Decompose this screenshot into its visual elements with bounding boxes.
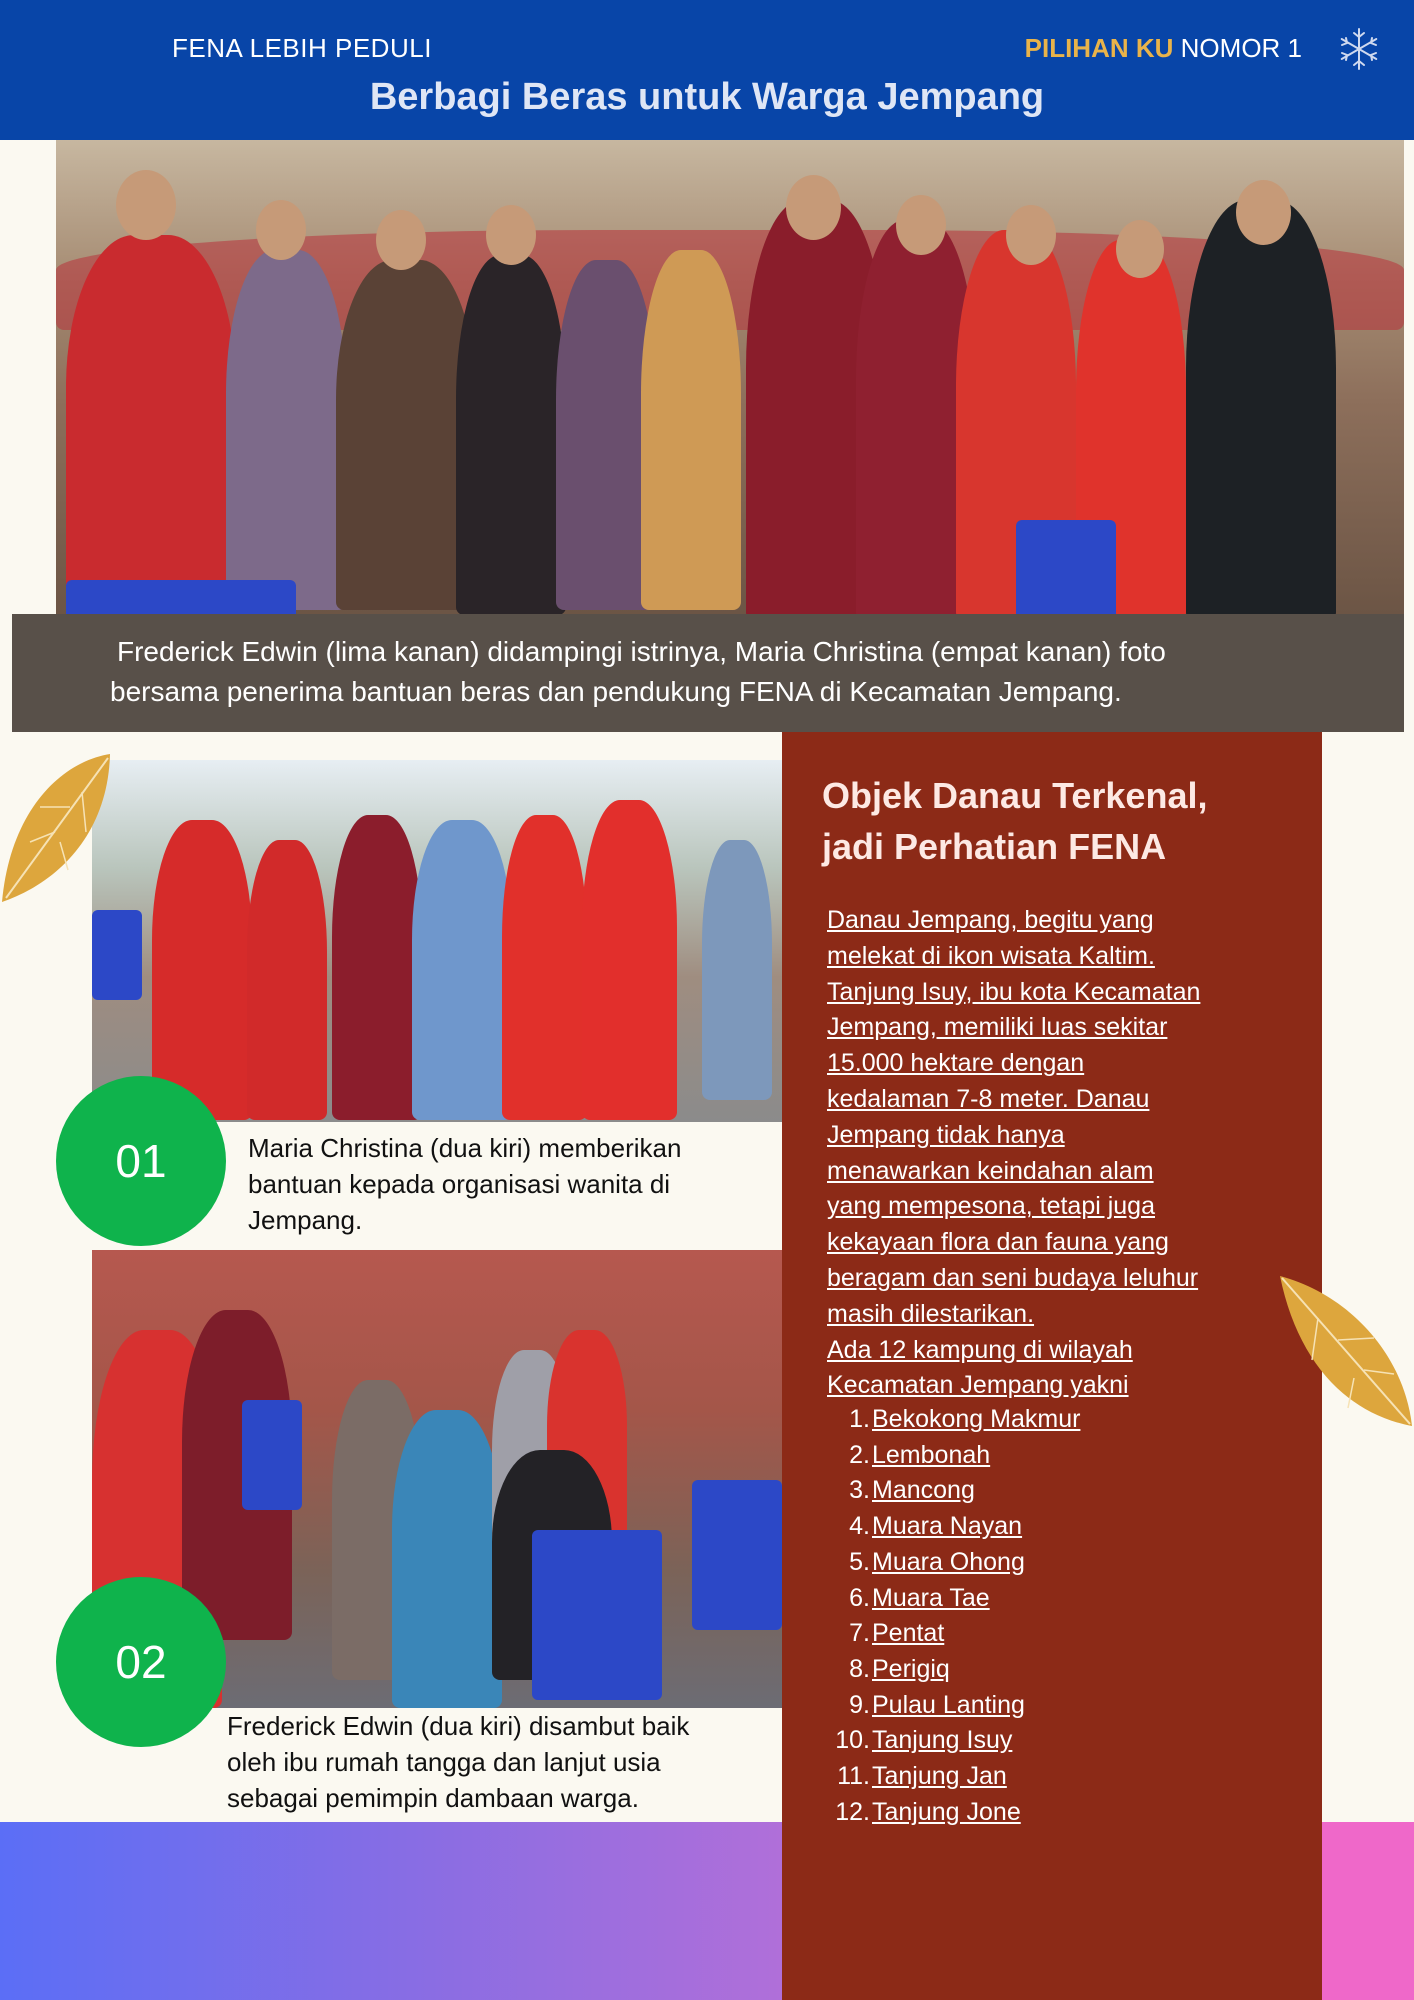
slogan-rest: NOMOR 1 — [1180, 33, 1302, 63]
list-item — [827, 1616, 1227, 1652]
slogan-accent: PILIHAN KU — [1024, 33, 1174, 63]
list-number: 6. — [849, 1583, 870, 1612]
body-line: beragam dan seni budaya leluhur — [827, 1263, 1199, 1292]
list-number: 3. — [849, 1476, 870, 1505]
body-line: Tanjung Isuy, ibu kota Kecamatan — [827, 977, 1201, 1006]
list-item — [827, 1545, 1227, 1581]
footer-gradient — [0, 1822, 782, 2000]
title-line: jadi Perhatian FENA — [822, 826, 1167, 867]
caption-line: bantuan kepada organisasi wanita di — [248, 1169, 671, 1199]
body-line: Jempang, memiliki luas sekitar — [827, 1013, 1168, 1042]
caption-line: Frederick Edwin (lima kanan) didampingi istrinya, Maria Christina (empat kanan) foto — [117, 636, 1166, 667]
body-line: yang mempesona, tetapi juga — [827, 1192, 1155, 1221]
body-line: Danau Jempang, begitu yang — [827, 906, 1154, 934]
list-item — [827, 1688, 1227, 1724]
kampung-name: Muara Ohong — [872, 1547, 1025, 1576]
kampung-list — [827, 1402, 1227, 1830]
list-number: 1. — [849, 1405, 870, 1433]
kampung-name: Muara Tae — [872, 1583, 990, 1612]
kampung-name: Pentat — [872, 1619, 945, 1648]
footer-accent — [1322, 1822, 1414, 2000]
leaf-icon — [1278, 1274, 1414, 1428]
list-number: 7. — [849, 1619, 870, 1648]
kampung-name: Tanjung Jone — [872, 1797, 1021, 1826]
body-line: 15.000 hektare dengan — [827, 1049, 1085, 1078]
main-photo — [56, 140, 1404, 614]
kampung-name: Lembonah — [872, 1440, 991, 1469]
list-item — [827, 1723, 1227, 1759]
body-line: kedalaman 7-8 meter. Danau — [827, 1084, 1150, 1113]
side-panel-title — [822, 770, 1302, 872]
body-line: kekayaan flora dan fauna yang — [827, 1228, 1169, 1257]
body-line: melekat di ikon wisata Kaltim. — [827, 941, 1155, 970]
list-item — [827, 1581, 1227, 1617]
body-line: Kecamatan Jempang yakni — [827, 1371, 1129, 1400]
list-number: 10. — [835, 1726, 870, 1755]
kampung-name: Muara Nayan — [872, 1512, 1023, 1541]
body-line: masih dilestarikan. — [827, 1299, 1035, 1328]
kampung-name: Tanjung Jan — [872, 1762, 1007, 1791]
photo-number-badge: 01 — [56, 1076, 226, 1246]
body-line: menawarkan keindahan alam — [827, 1156, 1154, 1185]
title-line: Objek Danau Terkenal, — [822, 775, 1208, 816]
list-number: 12. — [835, 1797, 870, 1826]
kampung-name: Tanjung Isuy — [872, 1726, 1013, 1755]
list-item — [827, 1759, 1227, 1795]
page-title: Berbagi Beras untuk Warga Jempang — [369, 76, 1045, 118]
body-line: Jempang tidak hanya — [827, 1120, 1065, 1149]
caption-line: Jempang. — [248, 1205, 363, 1235]
list-item — [827, 1402, 1227, 1438]
list-item — [827, 1473, 1227, 1509]
list-item — [827, 1438, 1227, 1474]
body-line: Ada 12 kampung di wilayah — [827, 1335, 1133, 1364]
list-item — [827, 1652, 1227, 1688]
photo1-caption — [248, 1130, 768, 1238]
photo2-caption — [227, 1708, 787, 1816]
list-item — [827, 1795, 1227, 1831]
list-number: 4. — [849, 1512, 870, 1541]
list-number: 8. — [849, 1654, 870, 1683]
photo-number-badge: 02 — [56, 1577, 226, 1747]
caption-line: Maria Christina (dua kiri) memberikan — [248, 1133, 682, 1163]
list-number: 5. — [849, 1547, 870, 1576]
photo-women-organization — [92, 760, 782, 1122]
leaf-icon — [0, 752, 112, 904]
slogan — [1025, 33, 1302, 64]
list-item — [827, 1509, 1227, 1545]
caption-line: Frederick Edwin (dua kiri) disambut baik — [227, 1711, 690, 1741]
side-panel-body — [827, 903, 1307, 1404]
brand-label: FENA LEBIH PEDULI — [172, 33, 432, 63]
kampung-name: Perigiq — [872, 1654, 950, 1683]
list-number: 11. — [837, 1762, 870, 1791]
list-number: 2. — [849, 1440, 870, 1469]
header-bar — [0, 0, 1414, 140]
kampung-name: Bekokong Makmur — [872, 1405, 1081, 1433]
caption-line: oleh ibu rumah tangga dan lanjut usia — [227, 1747, 661, 1777]
caption-line: bersama penerima bantuan beras dan pendukung FENA di Kecamatan Jempang. — [110, 676, 1122, 707]
kampung-name: Mancong — [872, 1476, 975, 1505]
kampung-name: Pulau Lanting — [872, 1690, 1025, 1719]
main-photo-caption — [12, 614, 1404, 732]
snowflake-icon — [1336, 26, 1382, 72]
caption-line: sebagai pemimpin dambaan warga. — [227, 1783, 639, 1813]
list-number: 9. — [849, 1690, 870, 1719]
